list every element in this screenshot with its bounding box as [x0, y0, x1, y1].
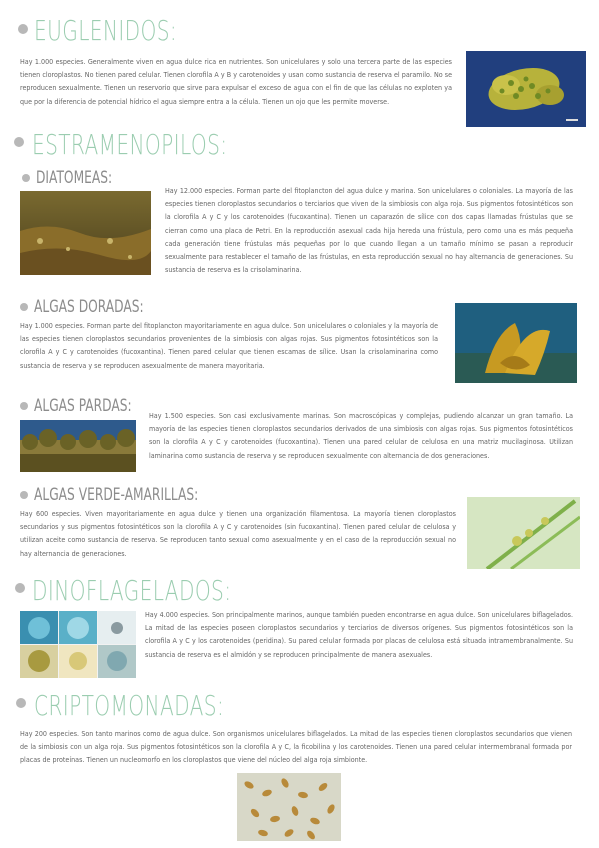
bullet-dot: [15, 583, 25, 593]
diatomeas-text: Hay 12.000 especies. Forman parte del fitoplancton del agua dulce y marina. Son unicelulares o coloniales. La mayoría de las especies tienen cloroplastos secundarios o terciarios que viven de la simbiosis con alga roja. Sus pigmentos fotosintéticos son la clorofila A y C y los carotenoides (fucoxantina). Tienen un caparazón de sílice con dos capas llamadas frústulas que se cierran como una placa de Petri. En la reproducción asexual cada hija hereda una frústula, pero como una es más pequeña cada generación tiene frústulas más pequeñas por lo que cuando llegan a un tamaño mínimo se pasan a reproducir sexualmente para restablecer el tamaño de las frústulas, en esta reproducción sexual no hay alternancia de generaciones. Su sustancia de reserva es la crisolaminarina.: [165, 186, 573, 275]
criptomonadas-image: [237, 773, 341, 841]
bullet-dot: [20, 402, 28, 410]
bullet-dot: [14, 137, 24, 147]
dinoflagelados-text: Hay 4.000 especies. Son principalmente marinos, aunque también pueden encontrarse en agua dulce. Son unicelulares biflagelados. La mitad de las especies poseen cloroplastos secundarios y terciarios de diversos orígenes. Sus pigmentos fotosintéticos son la clorofila A y C y los carotenoides (peridina). Su pared celular formada por placas de celulosa está situada intramembranalmente. Su sustancia de reserva es el almidón y se reproducen principalmente de manera asexuales.: [145, 610, 573, 659]
section-title-euglenidos: EUGLENIDOS:: [34, 14, 178, 47]
subsection-title-algas-doradas: ALGAS DORADAS:: [34, 297, 144, 317]
algas-verde-amarillas-image: [467, 497, 580, 569]
subsection-title-algas-verde-amarillas: ALGAS VERDE-AMARILLAS:: [34, 485, 199, 505]
euglena-image: [466, 51, 586, 127]
section-title-dinoflagelados: DINOFLAGELADOS:: [32, 574, 232, 607]
dinoflagelados-image: [20, 611, 136, 678]
bullet-dot: [22, 174, 30, 182]
algas-pardas-image: [20, 420, 136, 472]
bullet-dot: [20, 491, 28, 499]
section-title-criptomonadas: CRIPTOMONADAS:: [34, 689, 225, 722]
bullet-dot: [18, 24, 28, 34]
algas-doradas-image: [455, 303, 577, 383]
bullet-dot: [16, 698, 26, 708]
subsection-title-algas-pardas: ALGAS PARDAS:: [34, 396, 132, 416]
algas-pardas-text: Hay 1.500 especies. Son casi exclusivamente marinas. Son macroscópicas y complejas, pudiendo alcanzar un gran tamaño. La mayoría de las especies tienen cloroplastos secundarios derivados de una simbiosis con algas rojas. Sus pigmentos fotosintéticos son la clorofila A y C y carotenoides (fucoxantina). Tienen una pared celular de celulosa en una matriz mucilaginosa. Utilizan laminarina como sustancia de reserva y se reproducen sexualmente con alternancia de dos generaciones.: [149, 411, 573, 460]
subsection-title-diatomeas: DIATOMEAS:: [36, 168, 113, 188]
algas-verde-amarillas-text: Hay 600 especies. Viven mayoritariamente en agua dulce y tienen una organización filamentosa. La mayoría tienen cloroplastos secundarios y sus pigmentos fotosintéticos son la clorofila A y C y carotenoides (sin fucoxantina). Tienen pared celular de celulosa y utilizan aceite como sustancia de reserva. Se reproducen tanto sexual como asexualmente y en el caso de la reproducción sexual no hay alternancia de generaciones.: [20, 509, 456, 558]
euglenidos-text: Hay 1.000 especies. Generalmente viven en agua dulce rica en nutrientes. Son unicelulares y solo una tercera parte de las especies tienen cloroplastos. No tienen pared celular. Tienen clorofila A y B y carotenoides y usan como sustancia de reserva el paramilo. No se reproducen sexualmente. Tienen un reservorio que sirve para expulsar el exceso de agua con el fin de que las células no exploten ya que por la diferencia de potencial hídrico el agua siempre entra a la célula. Tienen un ojo que les permite moverse.: [20, 57, 452, 106]
algas-doradas-text: Hay 1.000 especies. Forman parte del fitoplancton mayoritariamente en agua dulce. Son unicelulares o coloniales y la mayoría de las especies tienen cloroplastos secundarios provenientes de la simbiosis con algas rojas. Sus pigmentos fotosintéticos son la clorofila A y C y carotenoides (fucoxantina). Tienen pared celular que tienen escamas de sílice. Usan la crisolaminarina como sustancia de reserva y se reproducen asexualmente de manera mayoritaria.: [20, 321, 438, 370]
criptomonadas-text: Hay 200 especies. Son tanto marinos como de agua dulce. Son organismos unicelulares biflagelados. La mitad de las especies tienen cloroplastos secundarios que vienen de la simbiosis con un alga roja. Sus pigmentos fotosintéticos son la clorofila A y C, la ficobilina y los carotenoides. Tienen una pared celular intermembranal formada por placas de proteínas. Tienen un nucleomorfo en los cloroplastos que viene del núcleo del alga roja simbionte.: [20, 729, 572, 765]
diatomeas-image: [20, 191, 151, 275]
bullet-dot: [20, 303, 28, 311]
section-title-estramenopilos: ESTRAMENOPILOS:: [32, 128, 228, 161]
